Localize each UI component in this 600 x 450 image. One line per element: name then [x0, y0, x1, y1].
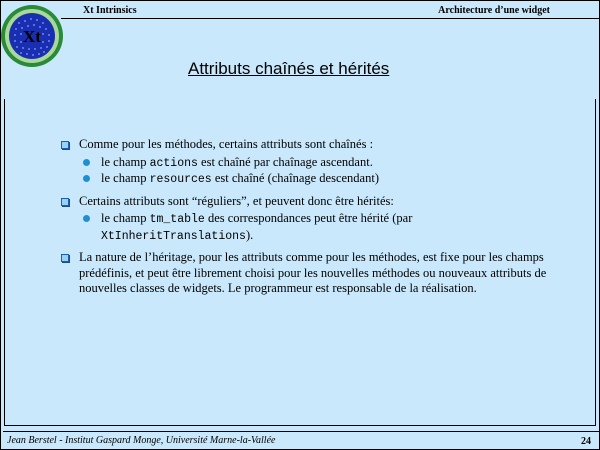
code-snippet: resources — [149, 173, 212, 186]
list-item — [59, 137, 554, 153]
bullet-list — [59, 137, 554, 299]
square-bullet-icon — [61, 141, 69, 149]
item-text: Certains attributs sont “réguliers”, et peuvent donc être hérités: — [79, 193, 394, 208]
round-bullet-icon — [83, 159, 90, 166]
list-item — [59, 194, 554, 210]
slide-title: Attributs chaînés et hérités — [188, 59, 390, 78]
sub-list-item — [81, 211, 554, 244]
list-item — [59, 250, 554, 297]
footer-author: Jean Berstel - Institut Gaspard Monge, Université Marne-la-Vallée — [7, 435, 276, 446]
round-bullet-icon — [83, 215, 90, 222]
item-text: La nature de l’héritage, pour les attributs comme pour les méthodes, est fixe pour les champs prédéfinis, et peut être librement choisi pour les nouvelles méthodes ou nouveaux attributs de nouvelles classes de widgets. Le programmeur est responsable de la réalisation. — [79, 250, 547, 295]
code-snippet: tm_table — [149, 213, 205, 226]
square-bullet-icon — [61, 198, 69, 206]
code-snippet: XtInheritTranslations — [101, 229, 246, 243]
round-bullet-icon — [83, 175, 90, 182]
code-snippet: actions — [149, 156, 198, 170]
sub-text-a: le champ — [101, 154, 150, 169]
sub-text-b: des correspondances peut être hérité (par — [204, 211, 413, 225]
square-bullet-icon — [61, 254, 69, 262]
sub-text-b: est chaîné par chaînage ascendant. — [197, 154, 373, 169]
sub-list-item — [81, 155, 554, 172]
sub-list-item — [81, 171, 554, 188]
page-number: 24 — [581, 436, 591, 447]
footer-divider — [3, 431, 599, 432]
header-divider — [61, 18, 599, 19]
header-course-title: Xt Intrinsics — [83, 5, 137, 16]
header-chapter-title: Architecture d’une widget — [438, 5, 550, 16]
item-text: Comme pour les méthodes, certains attributs sont chaînés : — [79, 137, 374, 151]
sub-text-b: est chaîné (chaînage descendant) — [211, 171, 379, 185]
logo-text: Xt — [23, 27, 41, 46]
sub-text-c: ). — [245, 227, 254, 242]
sub-text-a: le champ — [101, 211, 150, 225]
sub-text-a: le champ — [101, 171, 150, 185]
xt-logo-icon — [1, 1, 71, 71]
